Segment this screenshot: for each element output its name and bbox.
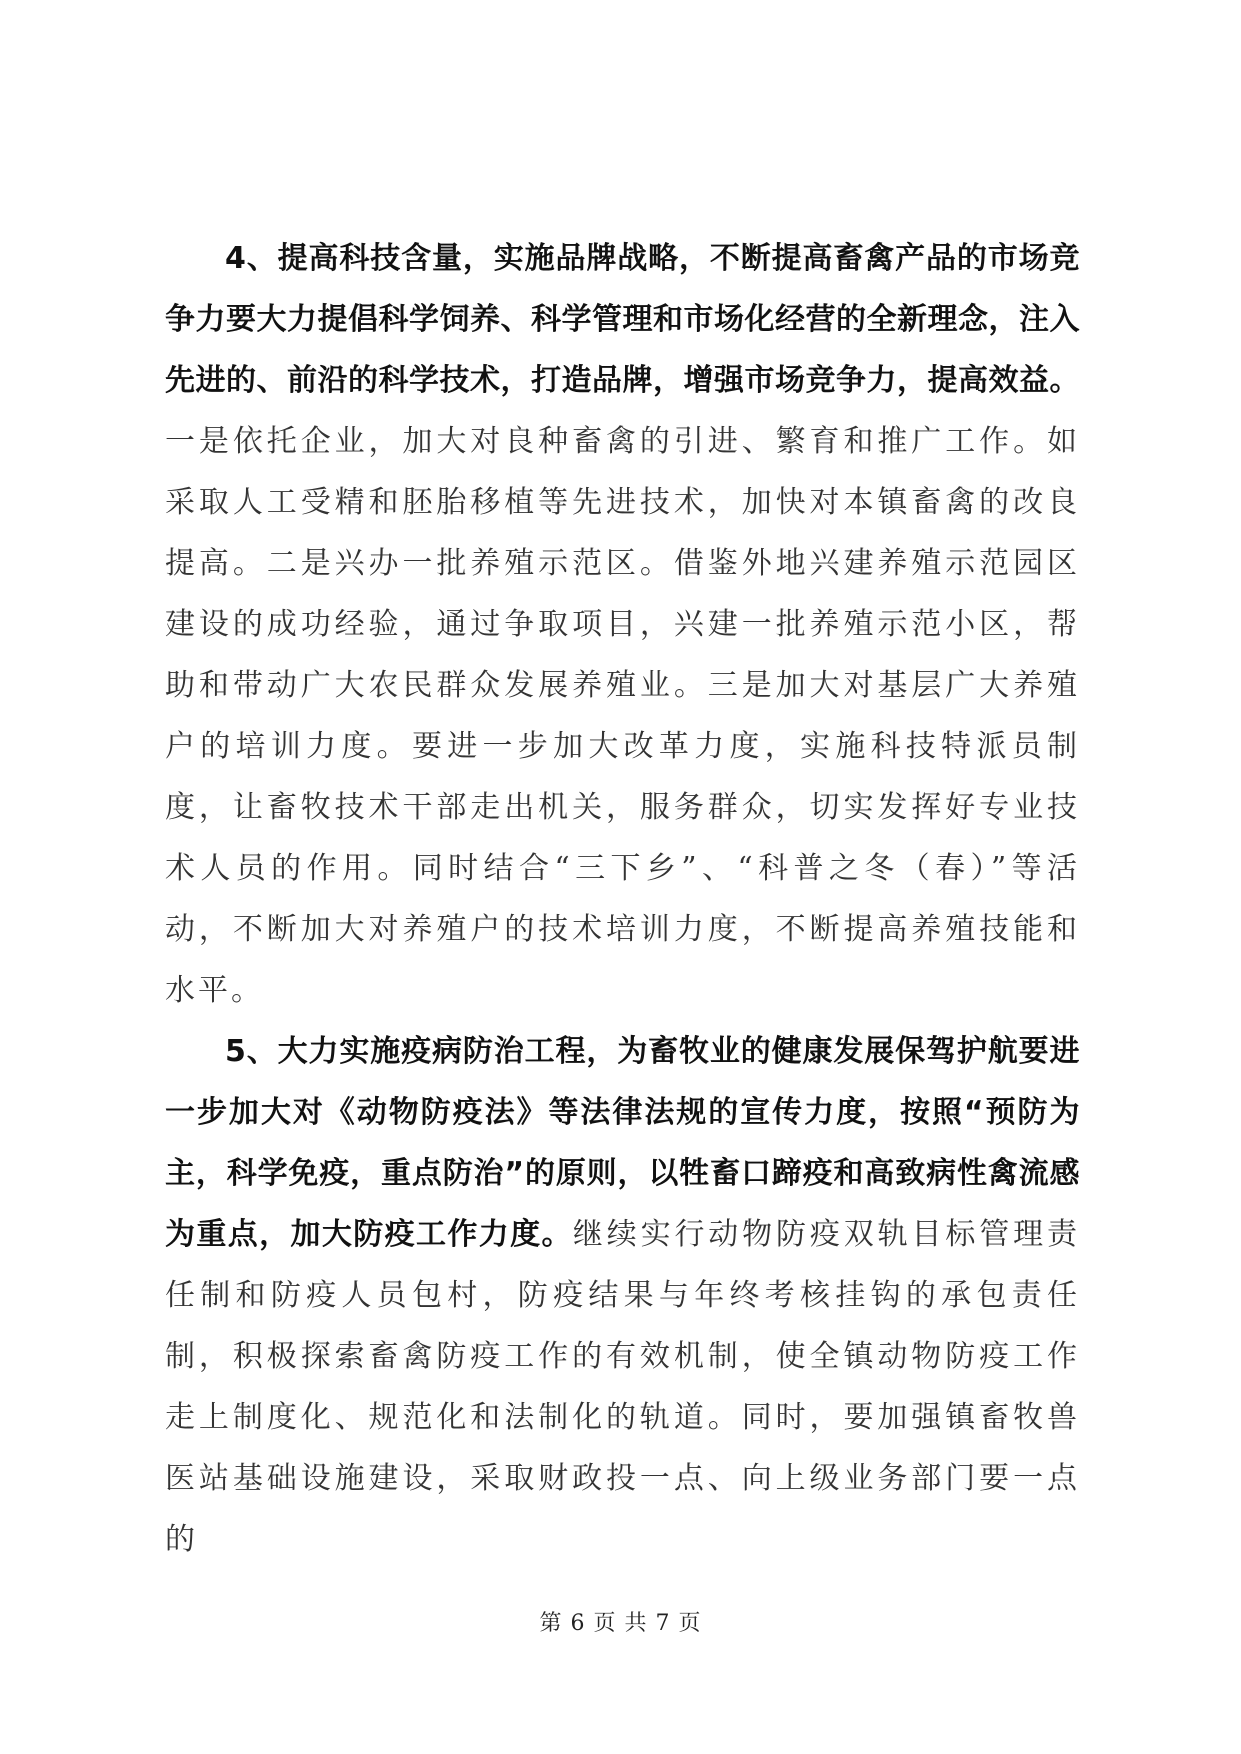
document-body — [165, 228, 1080, 1570]
paragraph-4-heading: 4、提高科技含量，实施品牌战略，不断提高畜禽产品的市场竞争力要大力提倡科学饲养、科学管理和市场化经营的全新理念，注入先进的、前沿的科学技术，打造品牌，增强市场竞争力，提高效益。 — [165, 241, 1080, 398]
paragraph-4-text: 一是依托企业，加大对良种畜禽的引进、繁育和推广工作。如采取人工受精和胚胎移植等先进技术，加快对本镇畜禽的改良提高。二是兴办一批养殖示范区。借鉴外地兴建养殖示范园区建设的成功经验，通过争取项目，兴建一批养殖示范小区，帮助和带动广大农民群众发展养殖业。三是加大对基层广大养殖户的培训力度。要进一步加大改革力度，实施科技特派员制度，让畜牧技术干部走出机关，服务群众，切实发挥好专业技术人员的作用。同时结合“三下乡”、“科普之冬（春）”等活动，不断加大对养殖户的技术培训力度，不断提高养殖技能和水平。 — [165, 424, 1080, 1008]
paragraph-5-text: 继续实行动物防疫双轨目标管理责任制和防疫人员包村，防疫结果与年终考核挂钩的承包责任制，积极探索畜禽防疫工作的有效机制，使全镇动物防疫工作走上制度化、规范化和法制化的轨道。同时，要加强镇畜牧兽医站基础设施建设，采取财政投一点、向上级业务部门要一点的 — [165, 1217, 1081, 1557]
paragraph-5 — [165, 1021, 1080, 1570]
page-number-footer: 第 6 页 共 7 页 — [539, 1611, 702, 1636]
paragraph-4 — [165, 228, 1080, 1021]
paragraph-5-heading: 5、大力实施疫病防治工程，为畜牧业的健康发展保驾护航要进一步加大对《动物防疫法》等法律法规的宣传力度，按照“预防为主，科学免疫，重点防治”的原则，以牲畜口蹄疫和高致病性禽流感为重点，加大防疫工作力度。 — [165, 1034, 1080, 1252]
